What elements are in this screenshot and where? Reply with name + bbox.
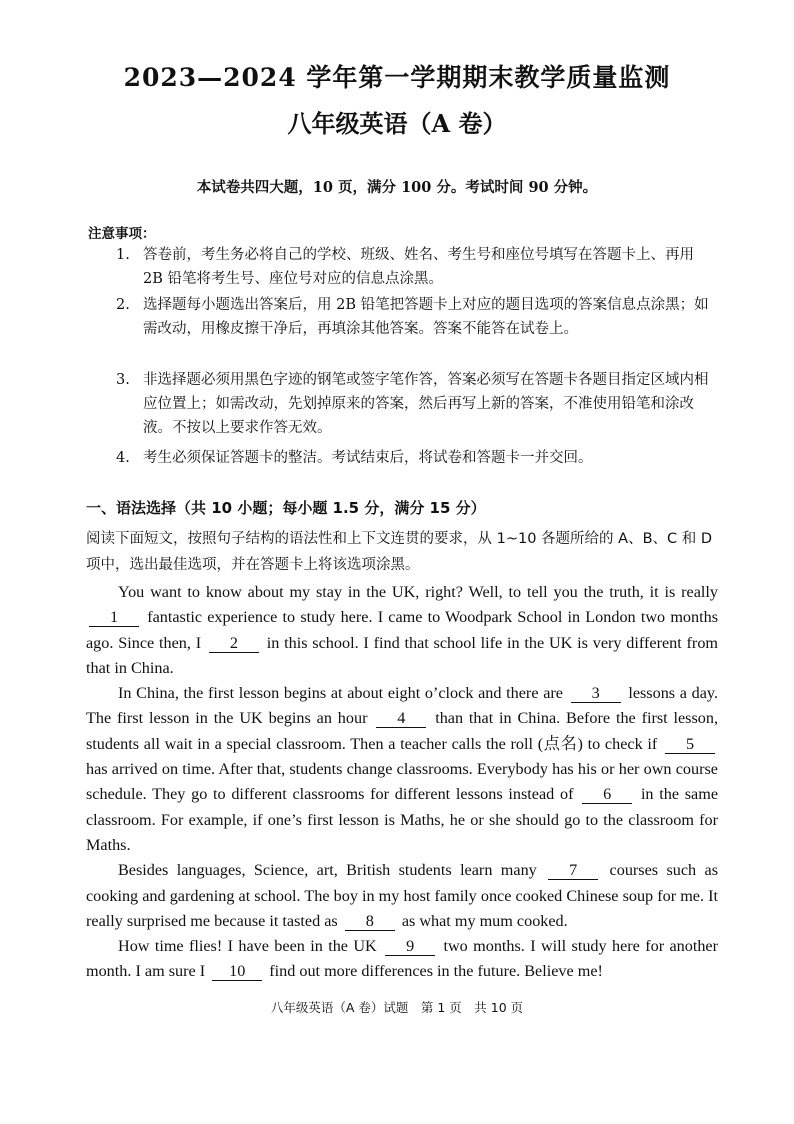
blank-9: 9	[385, 937, 435, 956]
passage-text: two months. I will study here for another month. I am sure I	[86, 937, 718, 981]
section-instructions: 阅读下面短文，按照句子结构的语法性和上下文连贯的要求，从 1~10 各题所给的 A、B、C 和 D 项中，选出最佳选项，并在答题卡上将该选项涂黑。	[86, 531, 713, 573]
passage-paragraph	[86, 858, 718, 934]
note-text: 选择题每小题选出答案后，用 2B 铅笔把答题卡上对应的题目选项的答案信息点涂黑；如需改动，用橡皮擦干净后，再填涂其他答案。答案不能答在试卷上。	[143, 297, 709, 337]
passage-text: courses such as cooking and gardening at school. The boy in my host family once cooked Chinese soup for me. It really surprised me because it tasted as	[86, 861, 719, 930]
note-item	[116, 293, 716, 341]
note-number: 4.	[116, 450, 130, 466]
blank-3: 3	[571, 684, 621, 703]
reading-passage	[86, 580, 718, 985]
passage-text: fantastic experience to study here. I came to Woodpark School in London two months ago. Since then, I	[86, 608, 719, 652]
exam-subtitle-grade: 八年级英语（A 卷）	[287, 109, 507, 138]
blank-5: 5	[665, 735, 715, 754]
passage-text: In China, the first lesson begins at about eight o’clock and there are	[118, 684, 563, 703]
passage-text: than that in China. Before the first lesson, students all wait in a special classroom. Then a teacher calls the roll (点名) to check if	[86, 709, 719, 753]
exam-info: 本试卷共四大题，10 页，满分 100 分。考试时间 90 分钟。	[196, 179, 598, 196]
notes-heading: 注意事项：	[88, 226, 156, 242]
passage-paragraph	[86, 580, 718, 681]
section-heading: 一、语法选择（共 10 小题；每小题 1.5 分，满分 15 分）	[86, 499, 486, 517]
note-number: 1.	[116, 247, 130, 263]
note-text: 考生必须保证答题卡的整洁。考试结束后，将试卷和答题卡一并交回。	[143, 450, 593, 466]
blank-10: 10	[212, 962, 262, 981]
blank-4: 4	[376, 709, 426, 728]
blank-8: 8	[345, 912, 395, 931]
passage-text: find out more differences in the future. Believe me!	[269, 962, 603, 981]
note-number: 3.	[116, 372, 130, 388]
note-item	[116, 446, 716, 470]
passage-paragraph	[86, 681, 718, 858]
page-footer: 八年级英语（A 卷）试题 第 1 页 共 10 页	[270, 1000, 524, 1015]
note-number: 2.	[116, 297, 130, 313]
blank-1: 1	[89, 608, 139, 627]
passage-text: How time flies! I have been in the UK	[118, 937, 377, 956]
passage-text: in this school. I find that school life in the UK is very different from that in China.	[86, 633, 718, 677]
blank-6: 6	[582, 785, 632, 804]
note-text: 非选择题必须用黑色字迹的钢笔或签字笔作答，答案必须写在答题卡各题目指定区域内相应位置上；如需改动，先划掉原来的答案，然后再写上新的答案，不准使用铅笔和涂改液。不按以上要求作答无效。	[143, 372, 709, 436]
exam-title: 2023—2024 学年第一学期期末教学质量监测	[123, 63, 671, 92]
passage-text: You want to know about my stay in the UK, right? Well, to tell you the truth, it is really	[118, 583, 718, 601]
note-text: 答卷前，考生务必将自己的学校、班级、姓名、考生号和座位号填写在答题卡上、再用 2B 铅笔将考生号、座位号对应的信息点涂黑。	[143, 247, 694, 287]
note-item	[116, 243, 716, 291]
passage-paragraph	[86, 934, 718, 985]
passage-text: has arrived on time. After that, students change classrooms. Everybody has his or her own course schedule. They go to different classrooms for different lessons instead of	[86, 760, 718, 804]
passage-text: as what my mum cooked.	[401, 911, 568, 930]
passage-text: in the same classroom. For example, if one’s first lesson is Maths, he or she should go to the classroom for Maths.	[86, 785, 719, 854]
blank-7: 7	[548, 861, 598, 880]
note-item	[116, 368, 716, 440]
passage-text: lessons a day. The first lesson in the UK begins an hour	[86, 684, 719, 728]
blank-2: 2	[209, 634, 259, 653]
passage-text: Besides languages, Science, art, British students learn many	[118, 861, 537, 880]
